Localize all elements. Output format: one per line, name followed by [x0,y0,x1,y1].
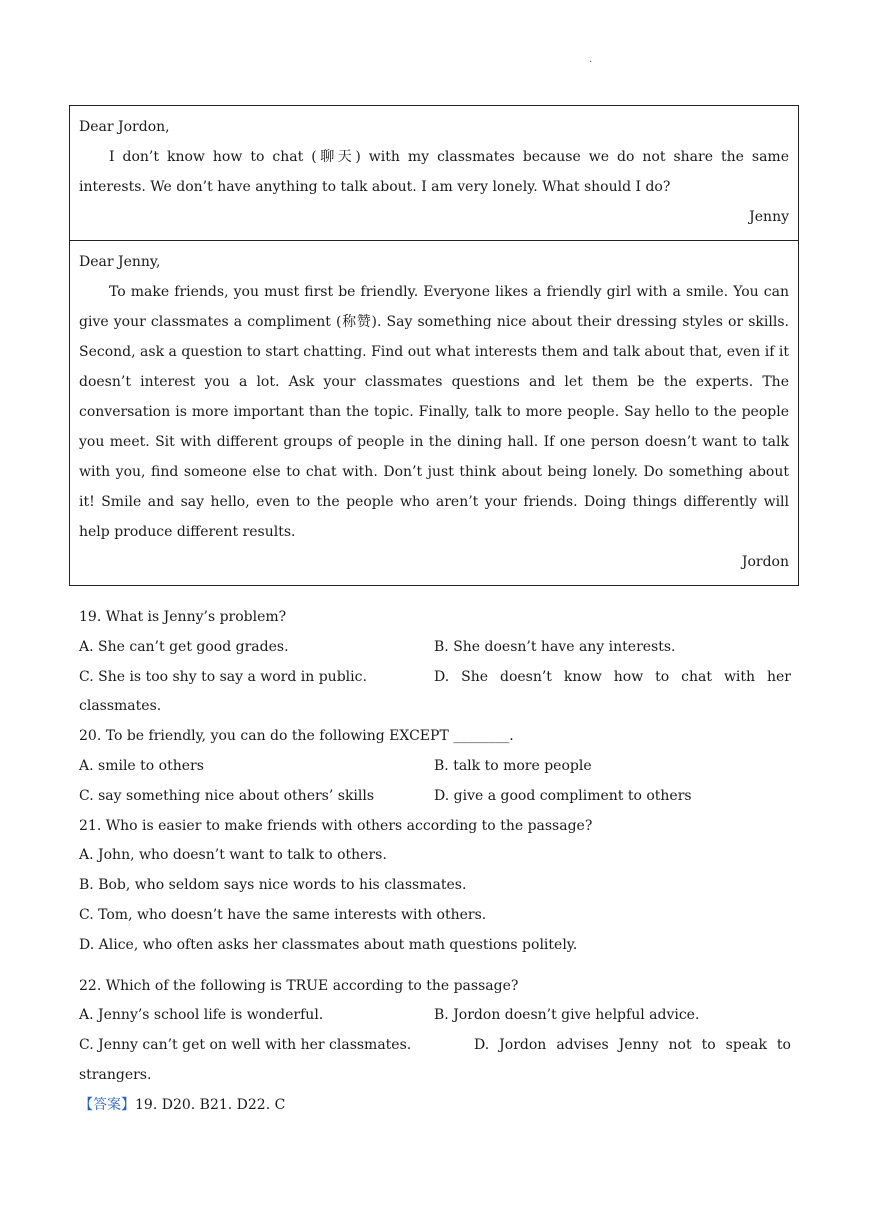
questions-section [79,603,791,1121]
option-row [79,633,791,663]
option-c: C. say something nice about others’ skills [79,787,375,804]
option-c: C. Jenny can’t get on well with her classmates. [79,1037,412,1054]
question-stem: 21. Who is easier to make friends with others according to the passage? [79,817,593,834]
option-a: A. John, who doesn’t want to talk to others. [79,847,387,864]
question-stem: 22. Which of the following is TRUE according to the passage? [79,977,519,994]
option-a: A. She can’t get good grades. [79,638,289,655]
option-d: D. Jordon advises Jenny not to speak to strangers. [79,1037,791,1083]
letter-body: I don’t know how to chat (聊天) with my classmates because we do not share the same interests. We don’t have anything to talk about. I am very lonely. What should I do? [79,149,789,195]
option-d: D. She doesn’t know how to chat with her classmates. [79,668,791,715]
option-b: B. Bob, who seldom says nice words to his classmates. [79,877,467,894]
option-d: D. give a good compliment to others [434,787,692,804]
letters-box [69,105,799,586]
option-row [79,752,791,782]
option-a: A. Jenny’s school life is wonderful. [79,1007,324,1024]
letter-salutation: Dear Jordon, [79,119,170,135]
option-row [79,782,791,812]
letter-jenny [70,106,798,240]
option-c: C. Tom, who doesn’t have the same interests with others. [79,906,487,923]
option-b: B. She doesn’t have any interests. [434,638,676,655]
answer-text: 19. D20. B21. D22. C [135,1096,286,1113]
letter-jordon [70,240,798,585]
option-b: B. Jordon doesn’t give helpful advice. [434,1007,700,1024]
option-d: D. Alice, who often asks her classmates about math questions politely. [79,936,578,953]
letter-signature: Jenny [749,209,789,225]
option-row [79,1001,791,1031]
option-row [79,1031,791,1091]
option-row [79,663,791,723]
letter-salutation: Dear Jenny, [79,254,161,270]
answer-tag: 【答案】 [79,1096,135,1113]
letter-body: To make friends, you must first be friendly. Everyone likes a friendly girl with a smile. You can give your classmates a compliment (称赞). Say something nice about their dressing styles or skills. Second, ask a question to start chatting. Find out what interests them and talk about that, even if it doesn’t interest you a lot. Ask your classmates questions and let them be the experts. The conversation is more important than the topic. Finally, talk to more people. Say hello to the people you meet. Sit with different groups of people in the dining hall. If one person doesn’t want to talk with you, find someone else to chat with. Don’t just think about being lonely. Do something about it! Smile and say hello, even to the people who aren’t your friends. Doing things differently will help produce different results. [79,284,789,540]
question-stem: 20. To be friendly, you can do the following EXCEPT ________. [79,728,514,745]
question-stem: 19. What is Jenny’s problem? [79,609,287,625]
answer-key [79,1091,791,1121]
page-mark: . [589,54,593,65]
option-c: C. She is too shy to say a word in public. [79,668,367,685]
letter-signature: Jordon [741,554,789,570]
option-a: A. smile to others [79,757,204,774]
option-b: B. talk to more people [434,757,592,774]
